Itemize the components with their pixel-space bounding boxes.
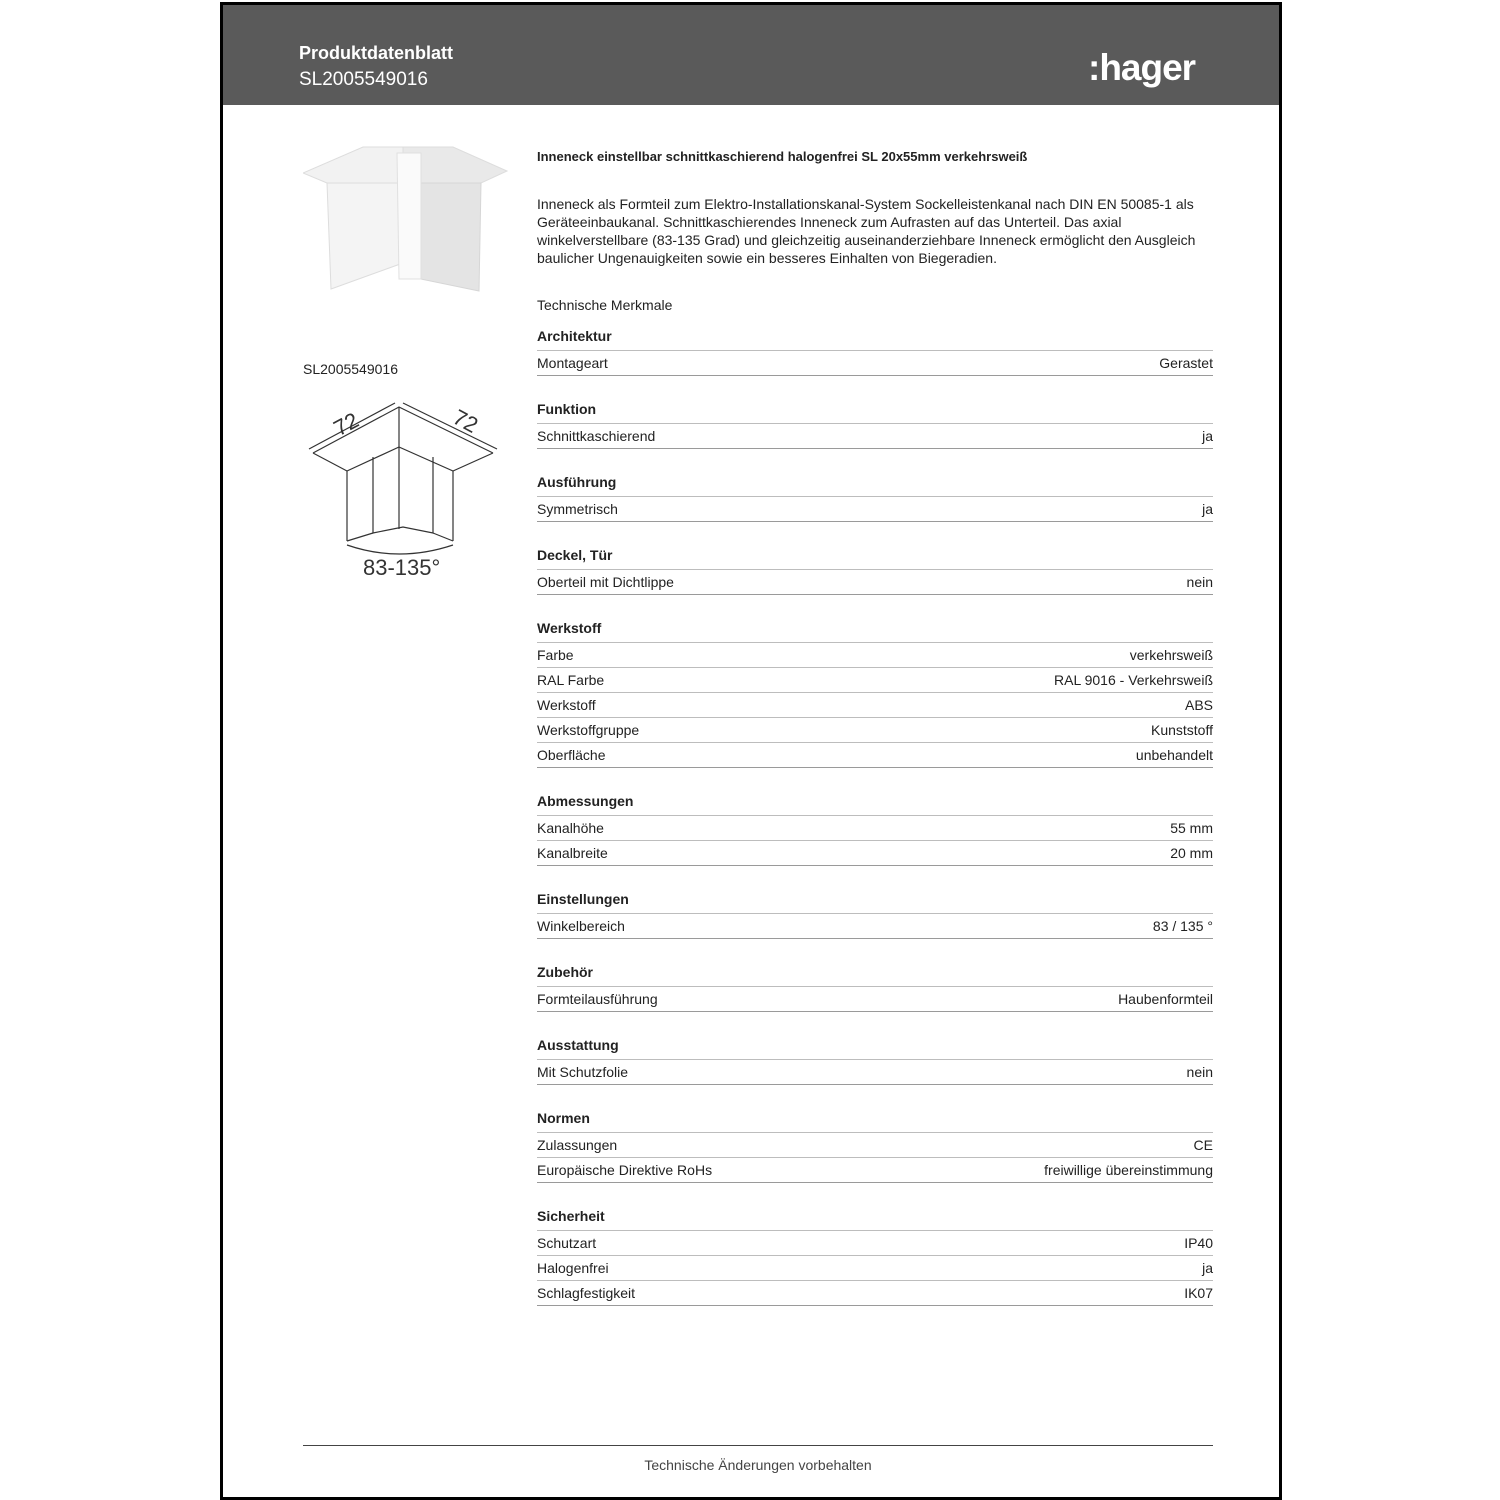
feature-label: Halogenfrei [537,1260,609,1276]
feature-row [537,1133,1213,1158]
feature-group [537,1105,1213,1183]
feature-group-title: Sicherheit [537,1203,1213,1231]
feature-label: Europäische Direktive RoHs [537,1162,713,1178]
feature-value: 55 mm [1170,820,1213,836]
angle-label: 83-135° [363,555,441,580]
feature-group [537,959,1213,1012]
feature-label: Farbe [537,647,574,663]
feature-group [537,788,1213,866]
feature-row [537,424,1213,449]
feature-label: Montageart [537,355,608,371]
feature-row [537,1060,1213,1085]
feature-row [537,1158,1213,1183]
feature-group-title: Normen [537,1105,1213,1133]
feature-group [537,1203,1213,1306]
feature-row [537,1281,1213,1306]
header-title: Produktdatenblatt [299,43,454,63]
product-title: Inneneck einstellbar schnittkaschierend halogenfrei SL 20x55mm verkehrsweiß [537,149,1028,164]
feature-row [537,1231,1213,1256]
feature-label: Oberteil mit Dichtlippe [537,574,674,590]
feature-row [537,643,1213,668]
feature-group-title: Zubehör [537,959,1213,987]
feature-group-title: Deckel, Tür [537,542,1213,570]
feature-label: Oberfläche [537,747,606,763]
feature-group-title: Werkstoff [537,615,1213,643]
feature-group [537,886,1213,939]
feature-label: Schlagfestigkeit [537,1285,636,1301]
feature-group [537,396,1213,449]
feature-value: CE [1193,1137,1213,1153]
feature-value: ja [1202,428,1213,444]
feature-value: 20 mm [1170,845,1213,861]
feature-row [537,570,1213,595]
feature-label: Zulassungen [537,1137,618,1153]
feature-group-title: Abmessungen [537,788,1213,816]
feature-group [537,469,1213,522]
feature-row [537,668,1213,693]
feature-value: freiwillige übereinstimmung [1044,1162,1213,1178]
feature-value: IK07 [1184,1285,1213,1301]
feature-row [537,841,1213,866]
feature-row [537,497,1213,522]
feature-label: Winkelbereich [537,918,625,934]
feature-value: Kunststoff [1150,722,1213,738]
feature-row [537,743,1213,768]
datasheet-page [220,2,1282,1500]
feature-value: Haubenformteil [1118,991,1213,1007]
feature-label: Werkstoffgruppe [537,722,640,738]
product-image [303,143,509,293]
feature-value: RAL 9016 - Verkehrsweiß [1054,672,1213,688]
feature-row [537,914,1213,939]
feature-groups [537,323,1213,1326]
feature-value: Gerastet [1159,355,1213,371]
dimension-left: 72 [329,407,363,441]
feature-row [537,718,1213,743]
header-sku: SL2005549016 [299,69,428,90]
feature-group-title: Einstellungen [537,886,1213,914]
feature-value: ja [1202,501,1213,517]
hager-logo: :hager [1088,47,1196,88]
feature-label: Schnittkaschierend [537,428,656,444]
feature-row [537,816,1213,841]
tech-features-heading: Technische Merkmale [537,297,673,313]
feature-value: nein [1186,574,1213,590]
feature-value: 83 / 135 ° [1152,918,1213,934]
feature-label: Kanalbreite [537,845,608,861]
feature-row [537,693,1213,718]
feature-group-title: Funktion [537,396,1213,424]
feature-row [537,1256,1213,1281]
feature-value: ja [1202,1260,1213,1276]
header-bar [223,5,1279,105]
product-description: Inneneck als Formteil zum Elektro-Installationskanal-System Sockelleistenkanal nach DIN EN 50085-1 als Geräteeinbaukanal. Schnittkaschierendes Inneneck zum Aufrasten auf das Unterteil. Das axial winkelverstellbare (83-135 Grad) und gleichzeitig auseinanderziehbare Inneneck ermöglicht den Ausgleich baulicher Ungenauigkeiten sowie ein besseres Einhalten von Biegeradien. [537,196,1196,266]
feature-value: unbehandelt [1135,747,1213,763]
feature-group [537,615,1213,768]
feature-value: verkehrsweiß [1129,647,1213,663]
footer-note: Technische Änderungen vorbehalten [644,1457,872,1473]
feature-label: Mit Schutzfolie [537,1064,629,1080]
feature-label: Symmetrisch [537,501,618,517]
feature-label: Formteilausführung [537,991,658,1007]
feature-value: IP40 [1184,1235,1213,1251]
feature-group-title: Ausstattung [537,1032,1213,1060]
feature-label: Schutzart [537,1235,597,1251]
product-sku-label: SL2005549016 [303,361,398,377]
dimension-right: 72 [448,404,483,438]
feature-value: ABS [1184,697,1213,713]
feature-row [537,351,1213,376]
dimension-drawing [303,393,509,593]
feature-group-title: Ausführung [537,469,1213,497]
feature-value: nein [1186,1064,1213,1080]
feature-label: Kanalhöhe [537,820,604,836]
feature-group [537,542,1213,595]
feature-group [537,1032,1213,1085]
footer-divider [303,1445,1213,1446]
feature-label: RAL Farbe [537,672,605,688]
feature-row [537,987,1213,1012]
feature-label: Werkstoff [537,697,596,713]
feature-group-title: Architektur [537,323,1213,351]
feature-group [537,323,1213,376]
